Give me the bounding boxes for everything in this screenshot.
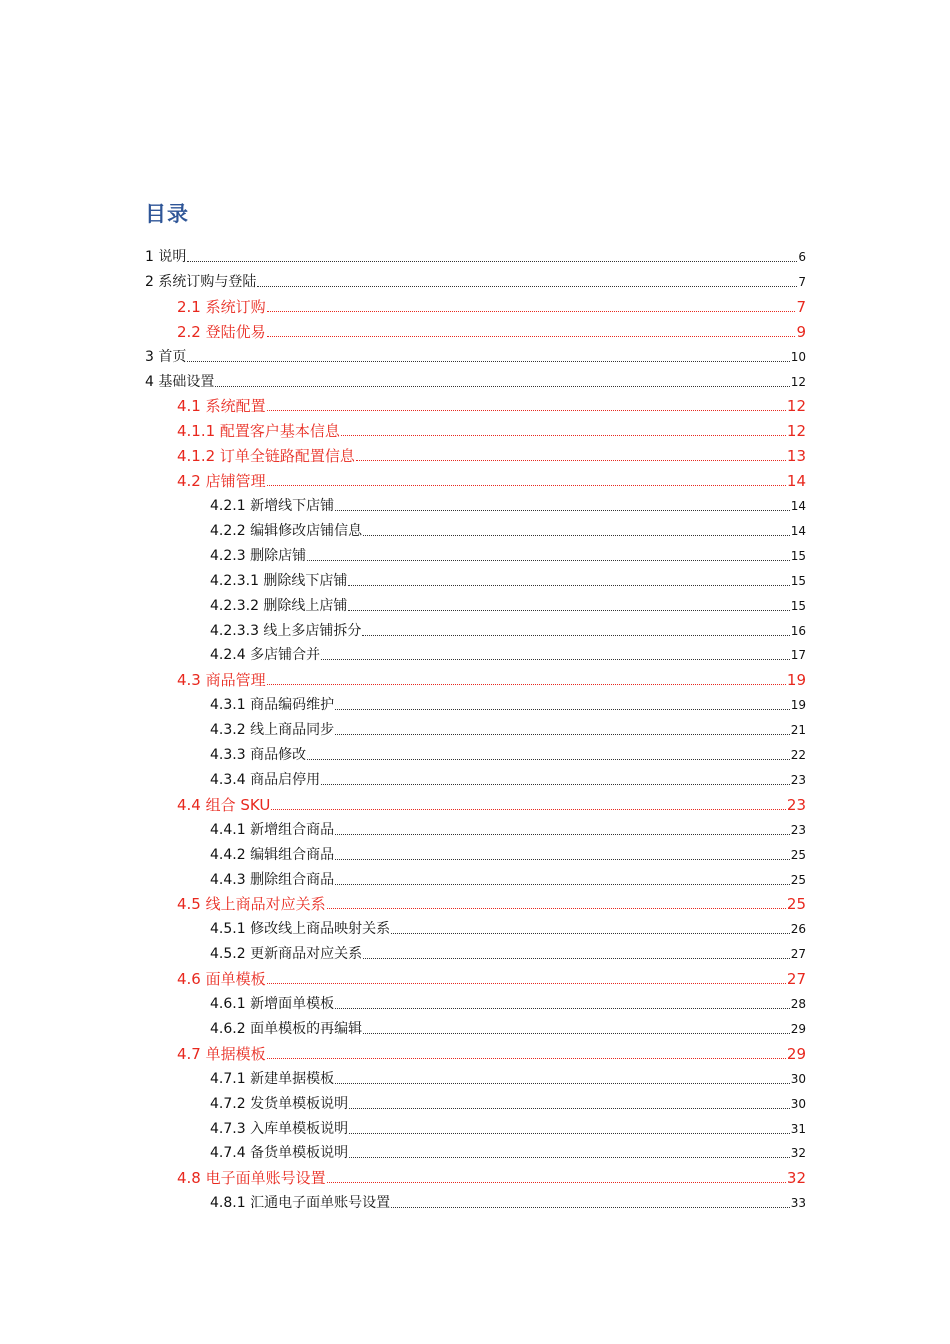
toc-entry-title: 4.5.1 修改线上商品映射关系 <box>210 921 391 938</box>
toc-dot-leader <box>348 610 789 611</box>
toc-entry-title: 3 首页 <box>145 348 187 365</box>
toc-entry-title: 4.5 线上商品对应关系 <box>177 895 326 914</box>
toc-entry[interactable] <box>145 266 806 291</box>
toc-entry[interactable] <box>210 938 806 963</box>
toc-dot-leader <box>335 709 790 710</box>
toc-entry-page-number: 17 <box>790 648 806 663</box>
toc-entry-page-number: 19 <box>786 671 806 690</box>
toc-dot-leader <box>335 1008 790 1009</box>
toc-entry-page-number: 32 <box>790 1146 806 1161</box>
toc-entry-title: 4.4 组合 SKU <box>177 795 271 814</box>
toc-entry[interactable] <box>210 839 806 864</box>
toc-entry-title: 4.7.3 入库单模板说明 <box>210 1120 349 1137</box>
toc-dot-leader <box>271 809 786 810</box>
toc-dot-leader <box>321 784 790 785</box>
toc-dot-leader <box>327 1182 786 1183</box>
toc-entry-title: 4.1 系统配置 <box>177 397 266 416</box>
toc-entry-page-number: 6 <box>798 250 806 264</box>
toc-entry-title: 4.2.3.1 删除线下店铺 <box>210 572 348 589</box>
toc-entry-title: 4.3.2 线上商品同步 <box>210 722 335 739</box>
toc-entry-page-number: 15 <box>790 548 806 563</box>
toc-dot-leader <box>267 410 786 411</box>
toc-dot-leader <box>363 1033 790 1034</box>
toc-entry-page-number: 12 <box>790 374 806 389</box>
toc-entry[interactable] <box>210 1137 806 1162</box>
toc-entry[interactable] <box>177 789 806 814</box>
toc-entry-title: 4.4.1 新增组合商品 <box>210 821 335 838</box>
toc-entry[interactable] <box>210 1088 806 1113</box>
toc-dot-leader <box>257 286 797 287</box>
toc-entry-page-number: 7 <box>796 297 806 316</box>
toc-dot-leader <box>321 659 790 660</box>
toc-entry-title: 2.1 系统订购 <box>177 297 266 316</box>
toc-dot-leader <box>215 386 789 387</box>
toc-entry-page-number: 13 <box>786 447 806 466</box>
toc-entry[interactable] <box>210 739 806 764</box>
toc-entry-page-number: 14 <box>786 472 806 491</box>
toc-dot-leader <box>335 884 790 885</box>
toc-entry-page-number: 25 <box>790 872 806 887</box>
toc-entry-page-number: 29 <box>790 1021 806 1036</box>
toc-dot-leader <box>267 485 786 486</box>
toc-entry-title: 4.2.3.2 删除线上店铺 <box>210 597 348 614</box>
toc-entry-title: 4.6.2 面单模板的再编辑 <box>210 1020 363 1037</box>
toc-entry[interactable] <box>210 1187 806 1212</box>
toc-dot-leader <box>267 1058 786 1059</box>
toc-entry-page-number: 30 <box>790 1096 806 1111</box>
toc-entry[interactable] <box>210 515 806 540</box>
toc-entry[interactable] <box>210 1063 806 1088</box>
toc-entry-page-number: 12 <box>786 397 806 416</box>
toc-entry-title: 4.3.1 商品编码维护 <box>210 697 335 714</box>
toc-dot-leader <box>267 684 786 685</box>
toc-entry-page-number: 25 <box>790 847 806 862</box>
toc-entry[interactable] <box>210 590 806 615</box>
toc-entry[interactable] <box>210 913 806 938</box>
toc-entry-title: 4.6.1 新增面单模板 <box>210 996 335 1012</box>
toc-entry-title: 4.4.3 删除组合商品 <box>210 871 335 888</box>
toc-entry[interactable] <box>210 1113 806 1138</box>
toc-entry-page-number: 33 <box>790 1196 806 1211</box>
toc-entry-page-number: 7 <box>798 274 806 289</box>
toc-dot-leader <box>335 734 790 735</box>
toc-dot-leader <box>349 1108 790 1109</box>
toc-entry-title: 4.8 电子面单账号设置 <box>177 1169 326 1188</box>
toc-entry-page-number: 31 <box>790 1121 806 1136</box>
toc-entry-page-number: 25 <box>786 895 806 914</box>
toc-dot-leader <box>187 261 797 262</box>
toc-entry-title: 4.5.2 更新商品对应关系 <box>210 946 363 963</box>
toc-entry-title: 4.3.4 商品启停用 <box>210 771 321 788</box>
toc-dot-leader <box>349 1157 790 1158</box>
toc-entry-page-number: 32 <box>786 1169 806 1188</box>
toc-entry[interactable] <box>145 341 806 366</box>
toc-entry[interactable] <box>210 565 806 590</box>
toc-dot-leader <box>391 933 790 934</box>
toc-entry-title: 4.6 面单模板 <box>177 970 266 989</box>
toc-entry-title: 4.2 店铺管理 <box>177 472 266 491</box>
toc-entry[interactable] <box>177 415 806 440</box>
toc-entry-title: 4.7.1 新建单据模板 <box>210 1070 335 1087</box>
toc-entry-page-number: 22 <box>790 748 806 762</box>
toc-entry-page-number: 23 <box>786 795 806 814</box>
toc-entry[interactable] <box>177 390 806 415</box>
toc-entry[interactable] <box>177 888 806 913</box>
toc-entry[interactable] <box>210 814 806 839</box>
toc-entry-title: 4.7.2 发货单模板说明 <box>210 1095 349 1112</box>
toc-entry-page-number: 27 <box>790 947 806 962</box>
toc-dot-leader <box>335 834 790 835</box>
toc-entry-page-number: 28 <box>790 997 806 1011</box>
toc-dot-leader <box>267 311 796 312</box>
toc-entry-title: 4.1.1 配置客户基本信息 <box>177 422 340 441</box>
toc-dot-leader <box>307 759 790 760</box>
toc-entry[interactable] <box>177 963 806 988</box>
toc-entry-page-number: 23 <box>790 822 806 837</box>
toc-entry-title: 4.7 单据模板 <box>177 1044 266 1063</box>
toc-entry[interactable] <box>210 540 806 565</box>
toc-entry-title: 2.2 登陆优易 <box>177 322 266 341</box>
toc-dot-leader <box>391 1207 790 1208</box>
toc-entry[interactable] <box>210 1013 806 1038</box>
toc-entry-title: 4.1.2 订单全链路配置信息 <box>177 447 355 466</box>
toc-dot-leader <box>187 361 789 362</box>
toc-dot-leader <box>363 535 790 536</box>
toc-dot-leader <box>267 983 786 984</box>
toc-entry-page-number: 30 <box>790 1071 806 1086</box>
toc-entry[interactable] <box>177 664 806 689</box>
toc-dot-leader <box>327 908 786 909</box>
toc-entry-title: 4.2.3.3 线上多店铺拆分 <box>210 622 362 639</box>
toc-entry-title: 4.2.3 删除店铺 <box>210 547 307 564</box>
toc-entry[interactable] <box>177 1038 806 1063</box>
toc-entry-title: 4 基础设置 <box>145 373 215 390</box>
toc-entry-page-number: 26 <box>790 922 806 937</box>
toc-entry[interactable] <box>210 615 806 640</box>
toc-entry-title: 4.3 商品管理 <box>177 671 266 690</box>
toc-entry[interactable] <box>177 316 806 341</box>
toc-entry[interactable] <box>210 689 806 714</box>
toc-entry[interactable] <box>210 764 806 789</box>
toc-entry[interactable] <box>177 1162 806 1187</box>
toc-entry-page-number: 23 <box>790 772 806 787</box>
toc-entry-title: 4.7.4 备货单模板说明 <box>210 1145 349 1162</box>
toc-entry-page-number: 16 <box>790 623 806 638</box>
toc-entry-page-number: 14 <box>790 499 806 513</box>
toc-dot-leader <box>335 859 790 860</box>
toc-entry-title: 4.2.2 编辑修改店铺信息 <box>210 522 363 539</box>
toc-entry-page-number: 21 <box>790 723 806 738</box>
toc-title: 目录 <box>145 202 189 226</box>
toc-entry-title: 4.8.1 汇通电子面单账号设置 <box>210 1195 391 1212</box>
toc-entry-page-number: 15 <box>790 598 806 613</box>
toc-dot-leader <box>362 635 789 636</box>
toc-dot-leader <box>335 510 790 511</box>
toc-entry-title: 4.2.1 新增线下店铺 <box>210 498 335 514</box>
toc-entry-page-number: 29 <box>786 1044 806 1063</box>
toc-entry[interactable] <box>210 988 806 1013</box>
toc-entry-page-number: 14 <box>790 523 806 538</box>
toc-entry-page-number: 15 <box>790 573 806 588</box>
toc-dot-leader <box>335 1083 790 1084</box>
toc-dot-leader <box>363 958 790 959</box>
toc-entry[interactable] <box>210 714 806 739</box>
toc-entry[interactable] <box>177 291 806 316</box>
toc-dot-leader <box>348 585 789 586</box>
toc-entry-page-number: 12 <box>786 422 806 441</box>
toc-entry-page-number: 19 <box>790 698 806 713</box>
toc-entry-title: 4.4.2 编辑组合商品 <box>210 846 335 863</box>
toc-entry-title: 1 说明 <box>145 249 187 265</box>
toc-dot-leader <box>267 336 796 337</box>
toc-entry[interactable] <box>145 241 806 266</box>
toc-entry[interactable] <box>210 490 806 515</box>
toc-entry-title: 2 系统订购与登陆 <box>145 273 257 290</box>
toc-entry[interactable] <box>145 366 806 391</box>
toc-entry[interactable] <box>210 639 806 664</box>
toc-entry-title: 4.2.4 多店铺合并 <box>210 647 321 664</box>
toc-dot-leader <box>341 435 786 436</box>
toc-entry-page-number: 10 <box>790 349 806 364</box>
toc-entry[interactable] <box>177 465 806 490</box>
toc-dot-leader <box>356 460 786 461</box>
toc-entry-title: 4.3.3 商品修改 <box>210 747 307 763</box>
toc-dot-leader <box>349 1133 790 1134</box>
toc-dot-leader <box>307 560 790 561</box>
toc-entry[interactable] <box>177 440 806 465</box>
toc-entry[interactable] <box>210 864 806 889</box>
toc-entry-page-number: 27 <box>786 970 806 989</box>
toc-entry-page-number: 9 <box>796 322 806 341</box>
